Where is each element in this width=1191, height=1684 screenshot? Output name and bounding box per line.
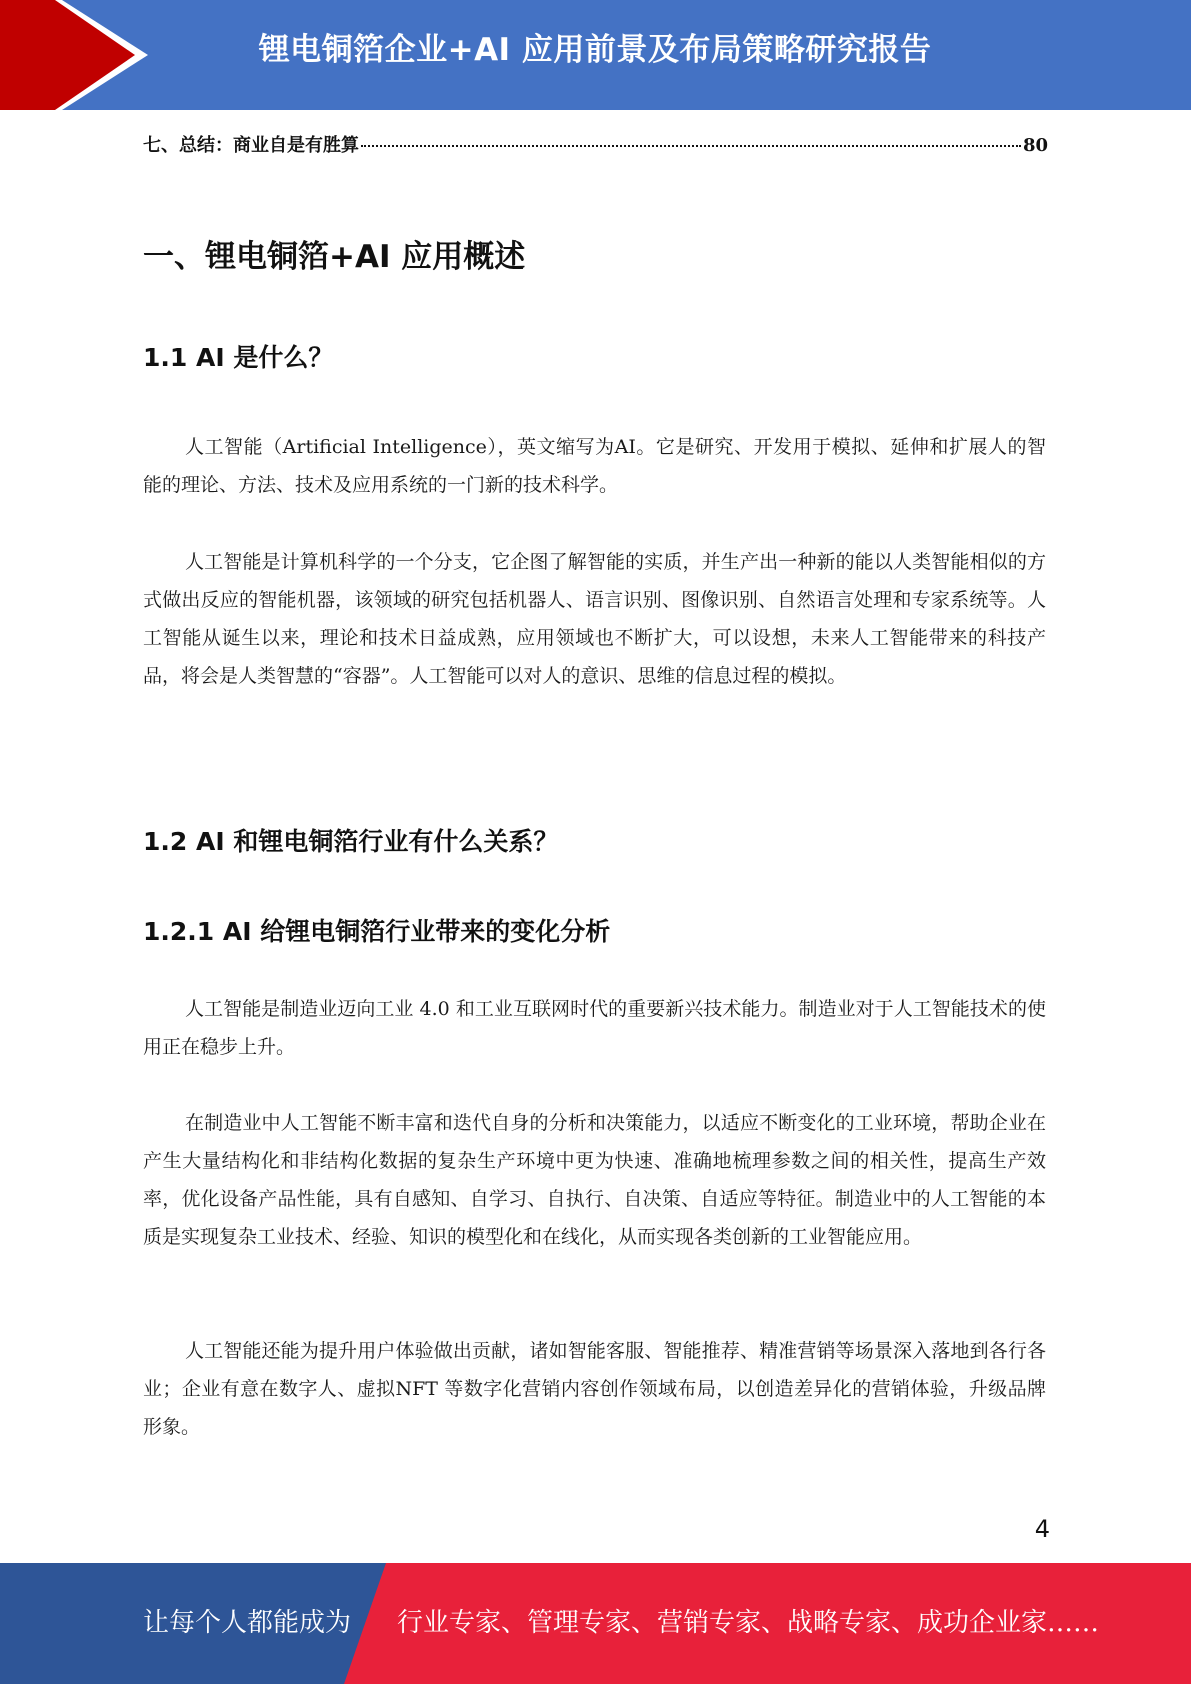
report-header-banner bbox=[0, 0, 1191, 110]
paragraph-ai-definition: 人工智能（Artificial Intelligence），英文缩写为AI。它是研究、开发用于模拟、延伸和扩展人的智能的理论、方法、技术及应用系统的一门新的技术科学。 bbox=[143, 436, 1046, 496]
footer-slogan-right: 行业专家、管理专家、营销专家、战略专家、成功企业家…… bbox=[397, 1608, 1100, 1638]
paragraph-ai-branch: 人工智能是计算机科学的一个分支，它企图了解智能的实质，并生产出一种新的能以人类智能相似的方式做出反应的智能机器，该领域的研究包括机器人、语言识别、图像识别、自然语言处理和专家系统等。人工智能从诞生以来，理论和技术日益成熟，应用领域也不断扩大，可以设想，未来人工智能带来的科技产品，将会是人类智慧的“容器”。人工智能可以对人的意识、思维的信息过程的模拟。 bbox=[143, 551, 1046, 687]
section-heading-1-1: 1.1 AI 是什么？ bbox=[143, 343, 334, 372]
paragraph-industry-4: 人工智能是制造业迈向工业 4.0 和工业互联网时代的重要新兴技术能力。制造业对于人工智能技术的使用正在稳步上升。 bbox=[143, 998, 1046, 1058]
toc-dot-leader bbox=[361, 145, 1021, 147]
footer-banner bbox=[0, 1563, 1191, 1684]
toc-entry[interactable] bbox=[143, 131, 1048, 159]
report-title: 锂电铜箔企业+AI 应用前景及布局策略研究报告 bbox=[258, 32, 932, 68]
chapter-heading: 一、锂电铜箔+AI 应用概述 bbox=[143, 239, 526, 275]
page-number: 4 bbox=[1034, 1515, 1050, 1543]
section-heading-1-2: 1.2 AI 和锂电铜箔行业有什么关系？ bbox=[143, 827, 559, 856]
footer-slogan-left: 让每个人都能成为 bbox=[143, 1608, 352, 1638]
paragraph-user-experience: 人工智能还能为提升用户体验做出贡献，诸如智能客服、智能推荐、精准营销等场景深入落地到各行各业；企业有意在数字人、虚拟NFT 等数字化营销内容创作领域布局，以创造差异化的营销体验，升级品牌形象。 bbox=[143, 1340, 1046, 1438]
toc-entry-label: 七、总结：商业自是有胜算 bbox=[143, 135, 359, 156]
section-heading-1-2-1: 1.2.1 AI 给锂电铜箔行业带来的变化分析 bbox=[143, 917, 611, 946]
paragraph-manufacturing-ai: 在制造业中人工智能不断丰富和迭代自身的分析和决策能力，以适应不断变化的工业环境，帮助企业在产生大量结构化和非结构化数据的复杂生产环境中更为快速、准确地梳理参数之间的相关性，提高生产效率，优化设备产品性能，具有自感知、自学习、自执行、自决策、自适应等特征。制造业中的人工智能的本质是实现复杂工业技术、经验、知识的模型化和在线化，从而实现各类创新的工业智能应用。 bbox=[143, 1112, 1046, 1248]
toc-entry-page: 80 bbox=[1022, 135, 1048, 156]
